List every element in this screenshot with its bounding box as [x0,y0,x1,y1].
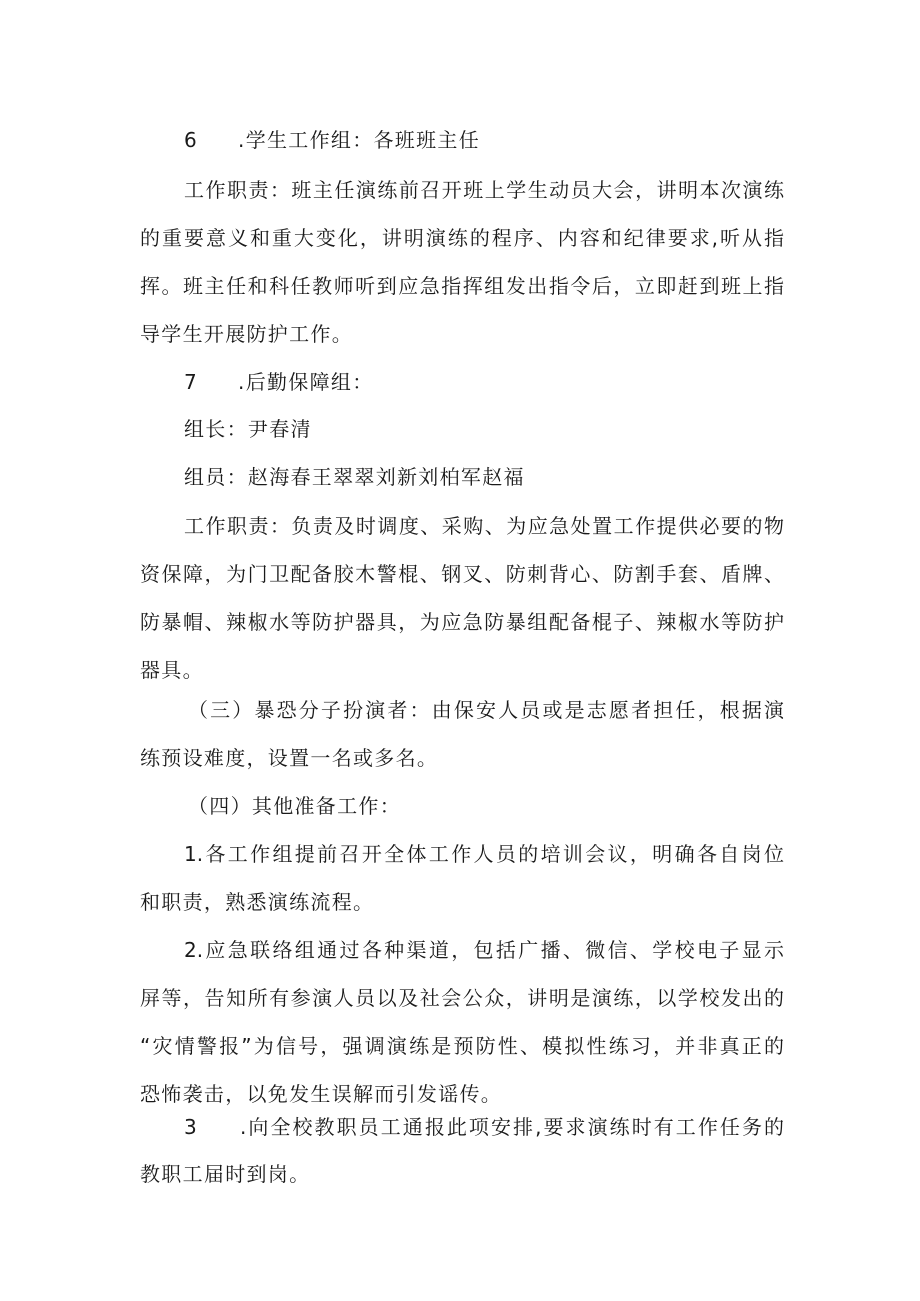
section-3-paragraph-line: 练预设难度，设置一名或多名。 [140,746,439,770]
item-2-line: 2.应急联络组通过各种渠道，包括广播、微信、学校电子显示 [184,938,784,962]
section-7-heading [184,370,374,394]
item-2-line: “灾情警报”为信号，强调演练是预防性、模拟性练习，并非真正的 [140,1034,784,1058]
section-7-members: 组员：赵海春王翠翠刘新刘柏军赵福 [184,465,525,489]
section-7-title: .后勤保障组： [238,370,374,394]
section-4-heading: （四）其他准备工作： [188,794,401,818]
section-6-paragraph-line: 导学生开展防护工作。 [140,322,353,346]
section-7-leader: 组长：尹春清 [184,417,312,441]
item-2-line: 屏等，告知所有参演人员以及社会公众，讲明是演练，以学校发出的 [140,986,784,1010]
item-2-line: 恐怖袭击，以免发生误解而引发谣传。 [140,1082,503,1106]
item-1-line: 和职责，熟悉演练流程。 [140,890,375,914]
item-3-line: .向全校教职员工通报此项安排,要求演练时有工作任务的 [240,1115,784,1139]
section-7-paragraph-line: 防暴帽、辣椒水等防护器具，为应急防暴组配备棍子、辣椒水等防护 [140,610,784,634]
item-3-number: 3 [184,1115,199,1139]
section-7-number: 7 [184,370,199,394]
section-6-number: 6 [184,128,199,152]
section-3-paragraph-line: （三）暴恐分子扮演者：由保安人员或是志愿者担任，根据演 [188,698,784,722]
section-6-paragraph-line: 挥。班主任和科任教师听到应急指挥组发出指令后，立即赶到班上指 [140,274,784,298]
section-6-paragraph-line: 的重要意义和重大变化，讲明演练的程序、内容和纪律要求,听从指 [140,226,784,250]
section-6-heading [184,128,480,152]
section-7-paragraph-line: 工作职责：负责及时调度、采购、为应急处置工作提供必要的物 [184,514,784,538]
section-6-paragraph-line: 工作职责：班主任演练前召开班上学生动员大会，讲明本次演练 [184,178,784,202]
section-7-paragraph-line: 资保障，为门卫配备胶木警棍、钢叉、防刺背心、防割手套、盾牌、 [140,562,784,586]
section-7-paragraph-line: 器具。 [140,658,204,682]
section-6-title: .学生工作组：各班班主任 [238,128,480,152]
item-3-line: 教职工届时到岗。 [140,1162,311,1186]
item-1-line: 1.各工作组提前召开全体工作人员的培训会议，明确各自岗位 [184,842,784,866]
